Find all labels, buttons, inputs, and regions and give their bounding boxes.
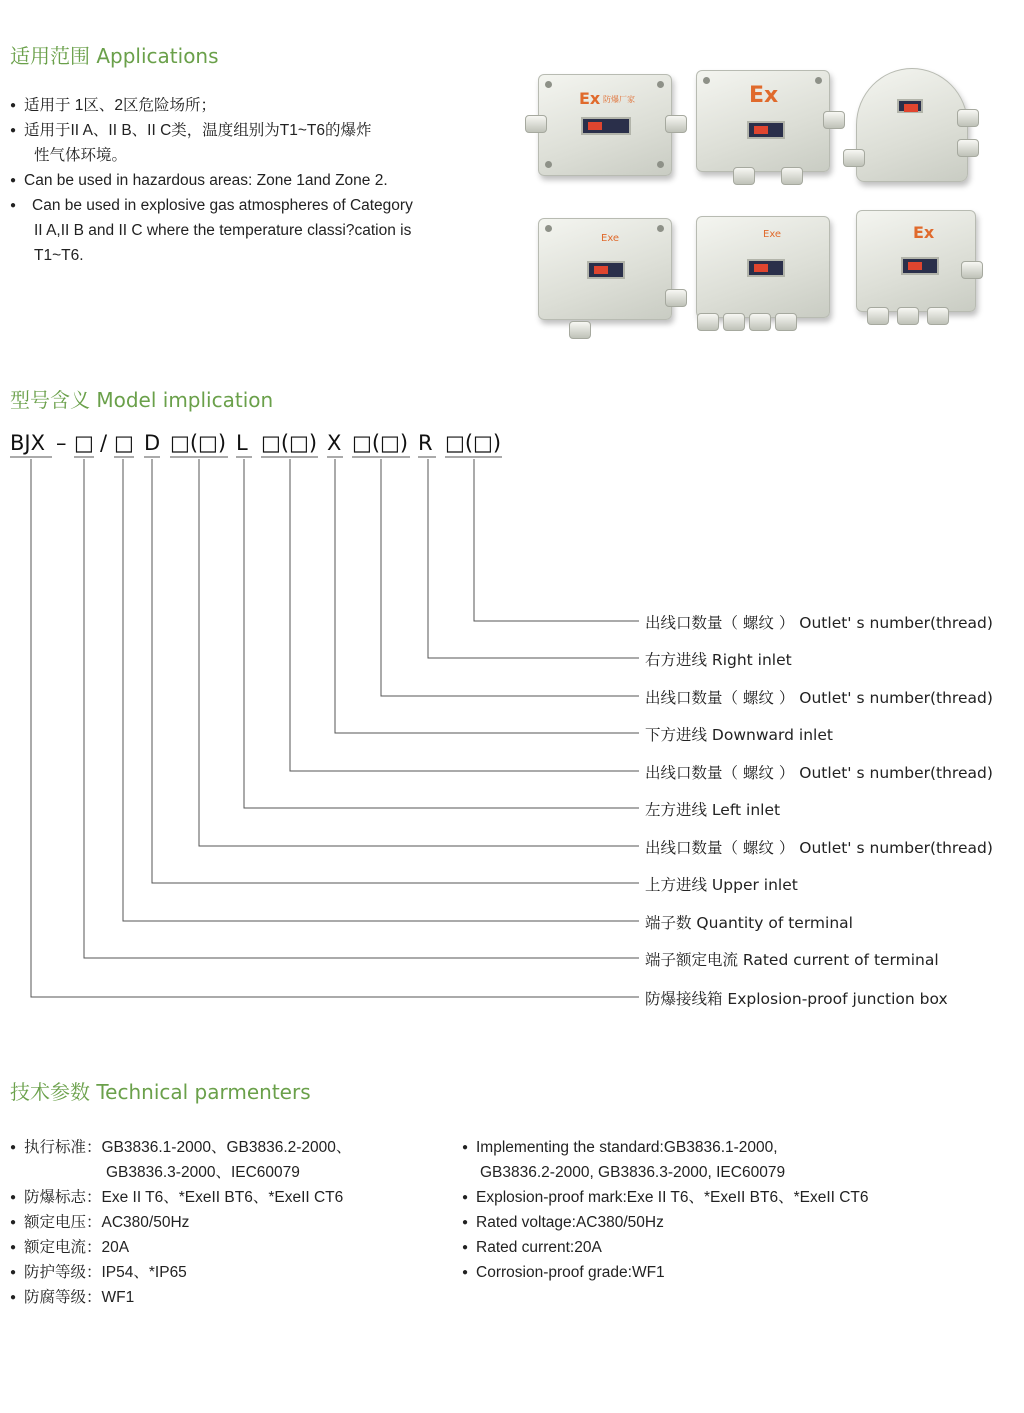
list-item [462,1235,1002,1260]
param-text: Corrosion-proof grade:WF1 [476,1264,665,1281]
applications-title: 适用范围 Applications [10,44,219,68]
list-item [10,93,480,118]
list-item [10,168,480,193]
legend-label: 端子数 Quantity of terminal [645,914,853,932]
ex-mark: Exe [763,229,782,240]
nameplate [747,121,785,139]
legend-label: 出线口数量（ 螺纹 ） Outlet' s number(thread) [645,614,993,632]
list-item [10,118,480,168]
param-text: 防护等级：IP54、*IP65 [24,1264,187,1281]
legend-label: 出线口数量（ 螺纹 ） Outlet' s number(thread) [645,764,993,782]
product-image [856,210,976,312]
model-code-part: □(□) [445,431,502,455]
model-code-part: □(□) [261,431,318,455]
list-item [10,1210,450,1235]
list-item [10,1185,450,1210]
param-text: 额定电流：20A [24,1239,130,1256]
model-code-part: – [56,431,67,455]
ex-mark: Ex [913,223,935,242]
nameplate [587,261,625,279]
applications-list [10,93,480,268]
param-text: 额定电压：AC380/50Hz [24,1214,190,1231]
list-item [462,1135,1002,1185]
technical-title: 技术参数 Technical parmenters [10,1080,311,1104]
list-item [462,1260,1002,1285]
bullet-text-cont: T1~T6. [34,247,84,264]
leader-line [381,459,639,696]
ex-mark: Exe [601,233,620,244]
leader-line [335,459,639,733]
leader-line [474,459,639,621]
param-text: Explosion-proof mark:Exe II T6、*ExeII BT6、*ExeII CT6 [476,1189,869,1206]
param-text: 防爆标志：Exe II T6、*ExeII BT6、*ExeII CT6 [24,1189,344,1206]
model-code-part: □ [114,431,134,455]
ex-mark: Ex [579,89,601,108]
model-code-part: / [100,431,108,455]
param-text: Rated current:20A [476,1239,602,1256]
product-gallery [526,60,996,360]
param-text: 执行标准：GB3836.1-2000、GB3836.2-2000、 [24,1139,352,1156]
ex-mark: Ex [749,83,779,108]
leader-line [244,459,639,808]
bullet-text-cont: II A,II B and II C where the temperature classi?cation is [34,222,412,239]
list-item [462,1210,1002,1235]
model-code-part: R [418,431,433,455]
bullet-text: 适用于 1区、2区危险场所； [24,97,217,114]
leader-line [152,459,639,883]
leader-line [428,459,639,658]
model-code-part: □ [74,431,94,455]
legend-label: 左方进线 Left inlet [645,801,781,819]
param-text-cont: GB3836.3-2000、IEC60079 [106,1164,300,1181]
bullet-text: ● Can be used in explosive gas atmospheres of Category [32,197,413,214]
nameplate [747,259,785,277]
leader-line [199,459,639,846]
product-image [856,68,968,182]
legend-label: 出线口数量（ 螺纹 ） Outlet' s number(thread) [645,839,993,857]
legend-label: 上方进线 Upper inlet [645,876,798,894]
nameplate [581,117,631,135]
list-item [10,1285,450,1310]
leader-line [123,459,639,921]
model-code-part: X [327,431,342,455]
list-item [10,193,480,268]
legend-label: 端子额定电流 Rated current of terminal [645,951,939,969]
legend-label: 右方进线 Right inlet [645,651,792,669]
list-item [10,1260,450,1285]
nameplate [897,99,923,113]
bullet-text: Can be used in hazardous areas: Zone 1and Zone 2. [24,172,388,189]
model-code-part: D [144,431,161,455]
model-code-part: BJX [10,431,45,455]
technical-list-cn [10,1135,450,1310]
param-text-cont: GB3836.2-2000, GB3836.3-2000, IEC60079 [480,1164,786,1181]
param-text: 防腐等级：WF1 [24,1289,135,1306]
product-image [696,216,830,318]
product-image [538,218,672,320]
ex-sublabel: 防爆厂家 [603,95,635,104]
param-text: Implementing the standard:GB3836.1-2000, [476,1139,778,1156]
list-item [10,1135,450,1185]
bullet-text: 适用于II A、II B、II C类，温度组别为T1~T6的爆炸 [24,122,372,139]
leader-line [290,459,639,771]
leader-line [31,459,639,997]
model-title: 型号含义 Model implication [10,388,274,412]
list-item [10,1235,450,1260]
param-text: Rated voltage:AC380/50Hz [476,1214,664,1231]
model-code-part: □(□) [170,431,227,455]
legend-label: 下方进线 Downward inlet [645,726,833,744]
technical-list-en [462,1135,1002,1285]
product-image [696,70,830,172]
nameplate [901,257,939,275]
model-code-part: □(□) [352,431,409,455]
legend-label: 防爆接线箱 Explosion-proof junction box [645,990,948,1008]
legend-label: 出线口数量（ 螺纹 ） Outlet' s number(thread) [645,689,993,707]
bullet-text-cont: 性气体环境。 [34,147,128,164]
list-item [462,1185,1002,1210]
leader-line [84,459,639,958]
model-code-part: L [236,431,248,455]
product-image [538,74,672,176]
